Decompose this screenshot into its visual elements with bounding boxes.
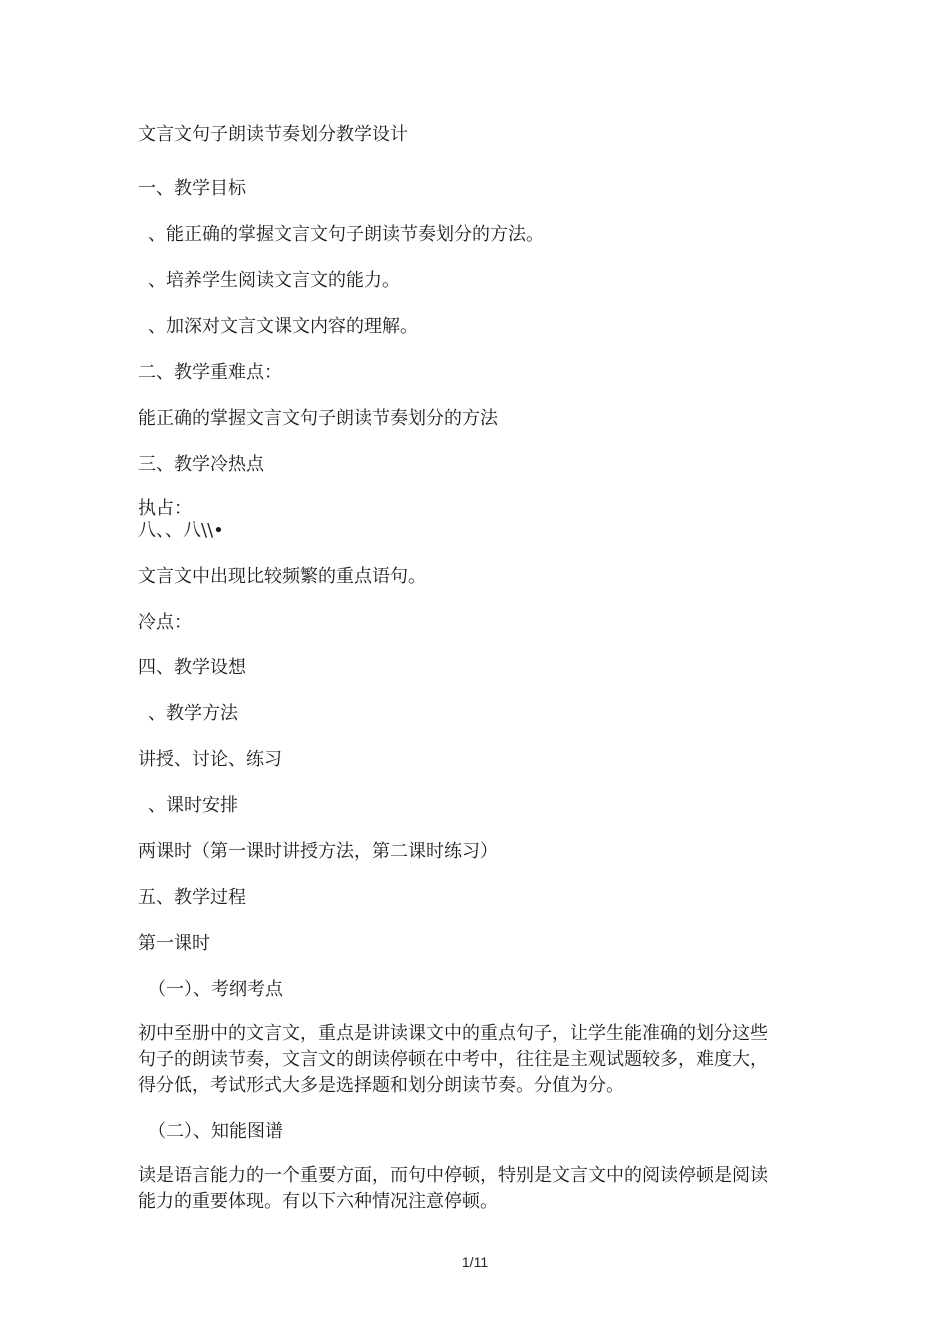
key-points-text: 能正确的掌握文言文句子朗读节奏划分的方法	[138, 408, 498, 429]
lesson-one-heading: 第一课时	[138, 933, 210, 954]
cold-points-label: 冷点：	[138, 612, 192, 633]
section-heading-goals: 一、教学目标	[138, 178, 246, 199]
knowledge-map-paragraph	[138, 1163, 818, 1215]
subheading-exam-points: （一）、考纲考点	[148, 979, 283, 1000]
goal-item-2: 、培养学生阅读文言文的能力。	[148, 270, 400, 291]
schedule-label: 、课时安排	[148, 795, 238, 816]
hot-points-text: 文言文中出现比较频繁的重点语句。	[138, 566, 426, 587]
schedule-text: 两课时（第一课时讲授方法，第二课时练习）	[138, 841, 498, 862]
section-heading-key-points: 二、教学重难点：	[138, 362, 282, 383]
goal-item-3: 、加深对文言文课文内容的理解。	[148, 316, 418, 337]
page-number: 1/11	[461, 1254, 489, 1270]
section-heading-process: 五、教学过程	[138, 887, 246, 908]
paragraph-line: 读是语言能力的一个重要方面，而句中停顿，特别是文言文中的阅读停顿是阅读	[138, 1165, 768, 1186]
subheading-knowledge-map: （二）、知能图谱	[148, 1121, 283, 1142]
exam-points-paragraph	[138, 1021, 818, 1099]
section-heading-plan: 四、教学设想	[138, 657, 246, 678]
section-heading-hot-cold: 三、教学冷热点	[138, 454, 264, 475]
paragraph-line: 能力的重要体现。有以下六种情况注意停顿。	[138, 1191, 498, 1212]
paragraph-line: 句子的朗读节奏，文言文的朗读停顿在中考中，往往是主观试题较多，难度大，	[138, 1049, 768, 1070]
hot-points-label: 执占：	[138, 498, 192, 519]
document-title: 文言文句子朗读节奏划分教学设计	[138, 124, 408, 145]
hot-points-garbled-text: 八、、八\\•	[138, 520, 224, 541]
paragraph-line: 得分低，考试形式大多是选择题和划分朗读节奏。分值为分。	[138, 1075, 624, 1096]
teaching-method-text: 讲授、讨论、练习	[138, 749, 282, 770]
teaching-method-label: 、教学方法	[148, 703, 238, 724]
paragraph-line: 初中至册中的文言文，重点是讲读课文中的重点句子，让学生能准确的划分这些	[138, 1023, 768, 1044]
goal-item-1: 、能正确的掌握文言文句子朗读节奏划分的方法。	[148, 224, 544, 245]
